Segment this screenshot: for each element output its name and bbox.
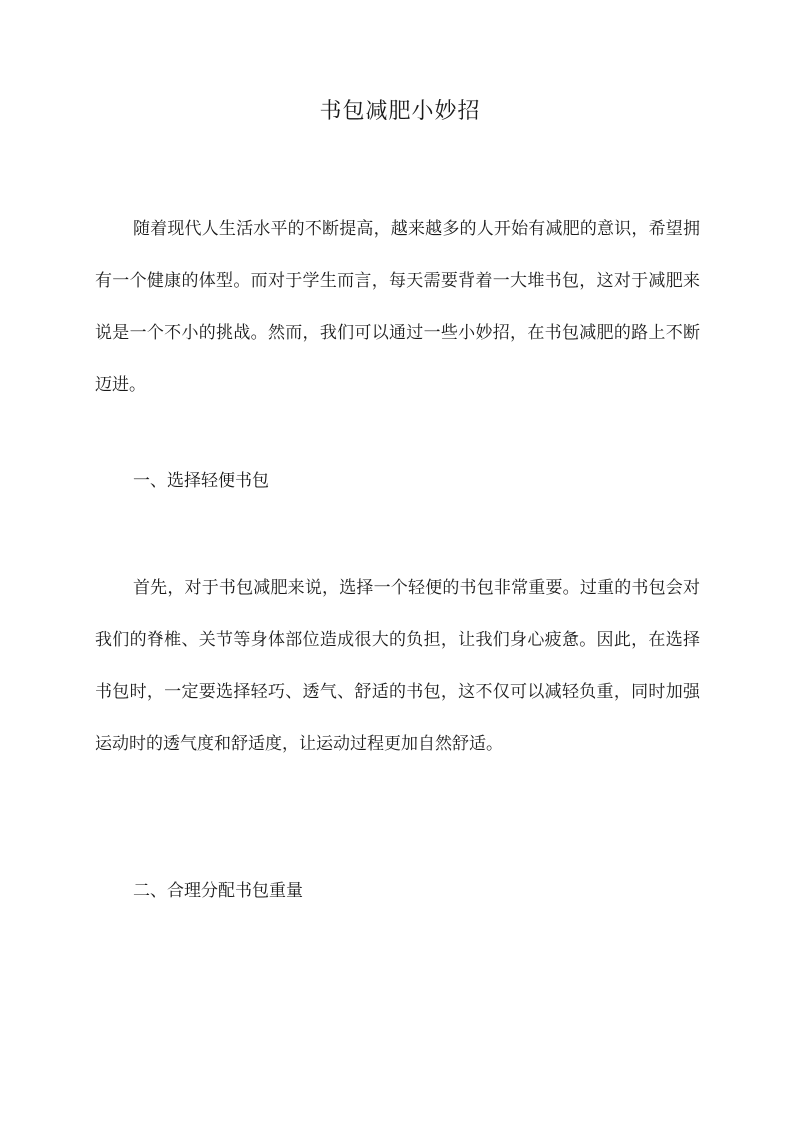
section-heading-1: 一、选择轻便书包 (133, 471, 269, 491)
section-heading-2: 二、合理分配书包重量 (133, 881, 303, 901)
section-1-paragraph: 首先，对于书包减肥来说，选择一个轻便的书包非常重要。过重的书包会对我们的脊椎、关节等身体部位造成很大的负担，让我们身心疲惫。因此，在选择书包时，一定要选择轻巧、透气、舒适的书包，这不仅可以减轻负重，同时加强运动时的透气度和舒适度，让运动过程更加自然舒适。 (95, 578, 700, 754)
intro-paragraph: 随着现代人生活水平的不断提高，越来越多的人开始有减肥的意识，希望拥有一个健康的体型。而对于学生而言，每天需要背着一大堆书包，这对于减肥来说是一个不小的挑战。然而，我们可以通过一些小妙招，在书包减肥的路上不断迈进。 (95, 219, 700, 395)
page-title: 书包减肥小妙招 (319, 99, 481, 124)
